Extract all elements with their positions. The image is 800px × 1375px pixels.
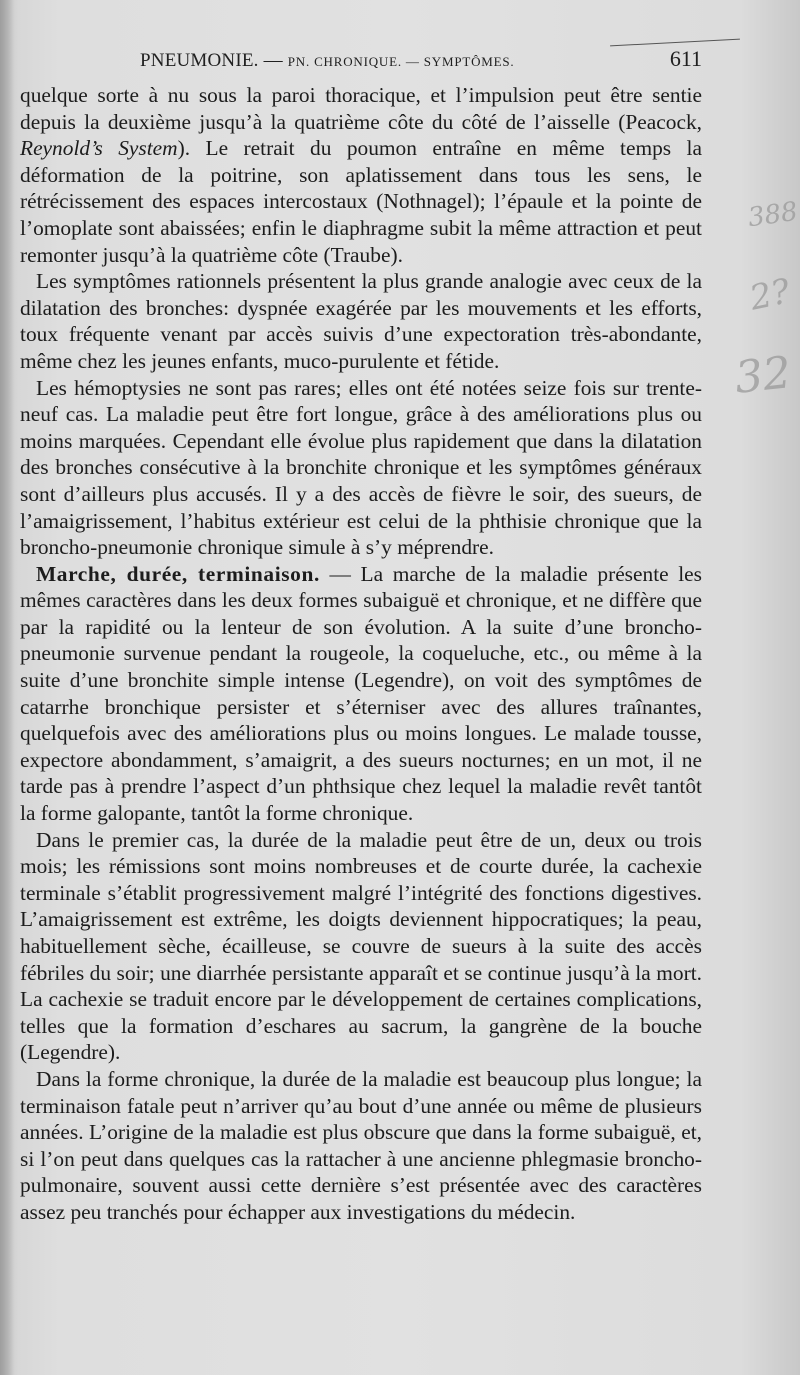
text-run: Dans le premier cas, la durée de la maladie peut être de un, deux ou trois mois; les rémissions sont moins nombreuses et de courte durée, la cachexie terminale s’établit progressivement malgré l’intégrité des fonctions digestives. L’amaigrissement est extrême, les doigts deviennent hippocratiques; la peau, habituellement sèche, écailleuse, se couvre de sueurs à la suite des accès fébriles du soir; une diarrhée persistante apparaît et se continue jusqu’à la mort. La cachexie se traduit encore par le développement de certaines complications, telles que la formation d’eschares au sacrum, la gangrène de la bouche (Legendre). [20,827,702,1065]
running-head-subtitle: PN. CHRONIQUE. — SYMPTÔMES. [287,54,515,69]
margin-pencil-note: 388 [746,196,800,234]
paragraph [20,375,702,561]
text-run: Dans la forme chronique, la durée de la maladie est beaucoup plus longue; la terminaison fatale peut n’arriver qu’au bout d’une année ou même de plusieurs années. L’origine de la maladie est plus obscure que dans la forme subaiguë, et, si l’on peut dans quelques cas la rattacher à une ancienne phlegmasie broncho-pulmonaire, souvent aussi cette dernière s’est présentée avec des caractères assez peu tranchés pour échapper aux investigations du médecin. [20,1066,702,1224]
body-text [20,82,702,1226]
text-run: — La marche de la maladie présente les mêmes caractères dans les deux formes subaiguë et chronique, et ne diffère que par la rapidité ou la lenteur de son évolution. A la suite d’une broncho-pneumonie survenue pendant la rougeole, la coqueluche, etc., ou même à la suite d’une bronchite simple intense (Legendre), on voit des symptômes de catarrhe bronchique persister et s’éterniser avec des allures traînantes, quelquefois avec des améliorations plus ou moins longues. Le malade tousse, expectore abondamment, s’amaigrit, a des sueurs nocturnes; en un mot, il ne tarde pas à prendre l’aspect d’un phthsique chez lequel la maladie revêt tantôt la forme galopante, tantôt la forme chronique. [20,561,703,826]
paragraph [20,82,702,268]
paragraph [20,561,702,827]
text-run: quelque sorte à nu sous la paroi thoracique, et l’impulsion peut être sentie depuis la deuxième jusqu’à la quatrième côte du côté de l’aisselle (Peacock, [20,83,702,134]
paragraph [20,827,702,1066]
page-gutter-shadow [0,0,14,1375]
margin-pencil-note: 32 [732,347,794,404]
paragraph [20,268,702,374]
italic-citation: Reynold’s System [20,136,178,161]
page-header [140,46,710,76]
running-head [140,50,515,72]
text-run: ). Le retrait du poumon entraîne en même temps la déformation de la poitrine, son aplatissement dans tous les sens, le rétrécissement des espaces intercostaux (Nothnagel); l’épaule et la pointe de l’omoplate sont abaissées; enfin le diaphragme subit la même attraction et peut remonter jusqu’à la quatrième côte (Traube). [20,136,702,267]
running-head-title: PNEUMONIE. — [140,50,283,71]
paragraph [20,1066,702,1226]
page-number: 611 [669,46,702,71]
text-run: Les hémoptysies ne sont pas rares; elles ont été notées seize fois sur trente-neuf cas. La maladie peut être fort longue, grâce à des améliorations plus ou moins marquées. Cependant elle évolue plus rapidement que dans la dilatation des bronches consécutive à la bronchite chronique et les symptômes généraux sont d’ailleurs plus accusés. Il y a des accès de fièvre le soir, des sueurs, de l’amaigrissement, l’habitus extérieur est celui de la phthisie chronique que la broncho-pneumonie chronique simule à s’y méprendre. [20,375,702,560]
margin-pencil-note: 2? [746,271,794,319]
section-heading: Marche, durée, terminaison. [36,561,320,586]
text-run: Les symptômes rationnels présentent la plus grande analogie avec ceux de la dilatation des bronches: dyspnée exagérée par les mouvements et les efforts, toux fréquente venant par accès suivis d’une expectoration très-abondante, même chez les jeunes enfants, muco-purulente et fétide. [20,269,702,373]
